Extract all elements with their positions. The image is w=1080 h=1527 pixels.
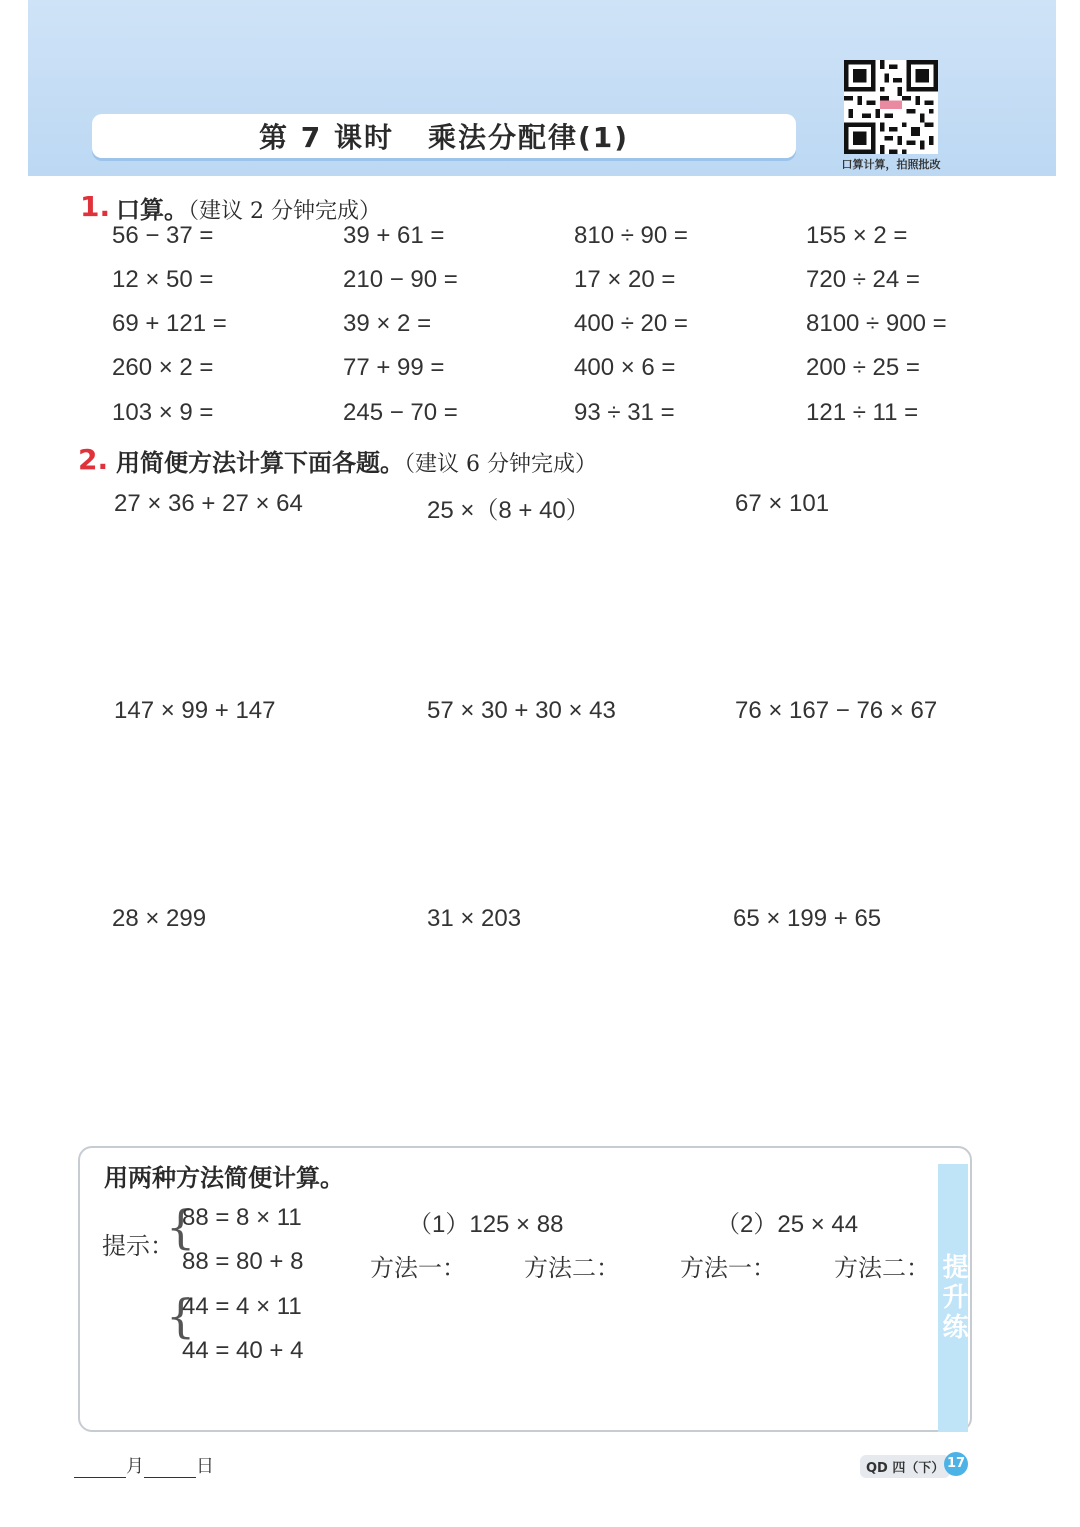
oral-item: 17 × 20 = [574, 266, 676, 293]
oral-item: 400 × 6 = [574, 354, 676, 381]
extension-problem-2: （2）25 × 44 [716, 1211, 859, 1238]
oral-item: 245 − 70 = [343, 399, 458, 426]
tip-label: 提示： [102, 1232, 174, 1260]
simplify-problem: 65 × 199 + 65 [733, 905, 882, 932]
question-1-heading [116, 190, 381, 225]
simplify-problem: 31 × 203 [427, 905, 522, 932]
tip-line: 88 = 8 × 11 [182, 1204, 302, 1231]
month-blank[interactable] [74, 1459, 126, 1478]
simplify-problem: 57 × 30 + 30 × 43 [427, 697, 616, 724]
oral-item: 77 + 99 = [343, 354, 445, 381]
question-2-number: 2. [78, 443, 109, 476]
tip-line: 44 = 40 + 4 [182, 1337, 304, 1364]
method-label: 方法二： [524, 1254, 620, 1282]
oral-item: 56 − 37 = [112, 222, 214, 249]
oral-item: 12 × 50 = [112, 266, 214, 293]
oral-item: 260 × 2 = [112, 354, 214, 381]
day-blank[interactable] [144, 1459, 196, 1478]
extension-problem-1: （1）125 × 88 [408, 1211, 564, 1238]
side-tab-label: 提升练 [938, 1253, 968, 1343]
oral-item: 155 × 2 = [806, 222, 908, 249]
extension-title: 用两种方法简便计算。 [104, 1164, 344, 1192]
question-1-title: 口算。 [116, 196, 188, 224]
method-label: 方法一： [370, 1254, 466, 1282]
question-2-heading [116, 443, 597, 478]
simplify-problem: 76 × 167 − 76 × 67 [735, 697, 938, 724]
tip-line: 88 = 80 + 8 [182, 1248, 304, 1275]
question-1-hint: （建议 2 分钟完成） [188, 199, 381, 224]
month-label: 月 [126, 1456, 144, 1477]
simplify-problem: 27 × 36 + 27 × 64 [114, 490, 303, 517]
date-field [74, 1452, 214, 1478]
oral-item: 200 ÷ 25 = [806, 354, 920, 381]
lesson-title-bar [92, 114, 796, 158]
brace-icon: { [166, 1200, 196, 1254]
oral-item: 720 ÷ 24 = [806, 266, 920, 293]
simplify-problem: 28 × 299 [112, 905, 207, 932]
oral-item: 400 ÷ 20 = [574, 310, 688, 337]
lesson-topic: 乘法分配律(1) [427, 121, 630, 154]
simplify-problem: 147 × 99 + 147 [114, 697, 276, 724]
method-label: 方法一： [680, 1254, 776, 1282]
book-code: QD 四（下） [860, 1455, 950, 1478]
oral-item: 121 ÷ 11 = [806, 399, 919, 426]
tip-line: 44 = 4 × 11 [182, 1293, 302, 1320]
lesson-number: 第 7 课时 [258, 121, 394, 154]
page-number: 17 [944, 1452, 968, 1476]
simplify-problem: 25 ×（8 + 40） [427, 497, 590, 524]
page-edge [0, 0, 28, 1527]
simplify-problem: 67 × 101 [735, 490, 830, 517]
qr-caption: 口算计算，拍照批改 [841, 158, 941, 171]
oral-item: 69 + 121 = [112, 310, 227, 337]
qr-code-icon[interactable] [844, 60, 938, 154]
oral-item: 39 + 61 = [343, 222, 445, 249]
oral-item: 8100 ÷ 900 = [806, 310, 947, 337]
oral-item: 103 × 9 = [112, 399, 214, 426]
question-1-number: 1. [80, 190, 111, 223]
brace-icon: { [166, 1289, 196, 1343]
side-tab [938, 1164, 968, 1432]
oral-item: 93 ÷ 31 = [574, 399, 675, 426]
oral-item: 39 × 2 = [343, 310, 432, 337]
oral-item: 810 ÷ 90 = [574, 222, 688, 249]
day-label: 日 [196, 1456, 214, 1477]
method-label: 方法二： [834, 1254, 930, 1282]
question-2-hint: （建议 6 分钟完成） [404, 452, 597, 477]
question-2-title: 用简便方法计算下面各题。 [116, 449, 404, 477]
oral-item: 210 − 90 = [343, 266, 458, 293]
